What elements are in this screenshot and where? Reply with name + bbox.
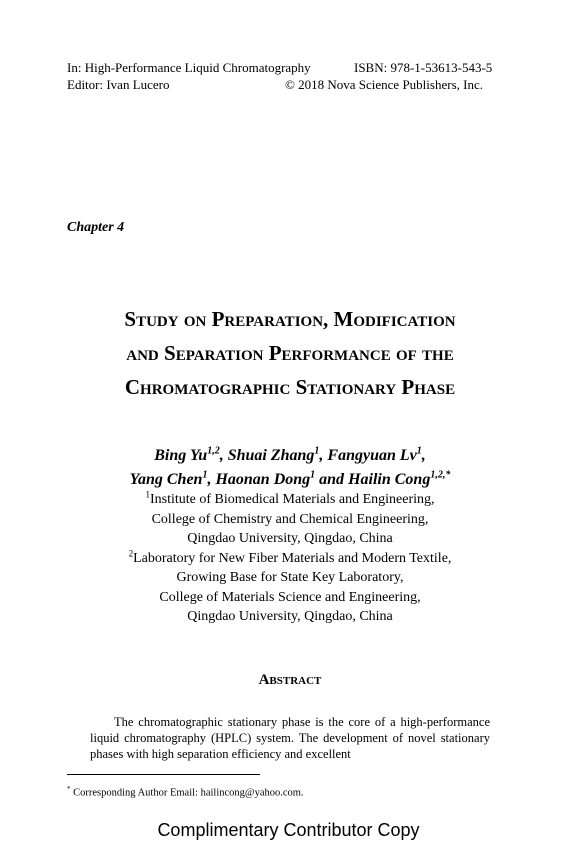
author-separator: , — [207, 471, 216, 488]
author-affiliation-mark: 1 — [416, 445, 422, 457]
complimentary-copy-watermark: Complimentary Contributor Copy — [157, 820, 420, 840]
author-affiliation-mark: 1 — [202, 469, 208, 481]
affiliation-2-line-1 — [40, 549, 540, 569]
author-affiliation-mark: 1 — [310, 469, 316, 481]
affiliation-1-mark: 1 — [145, 489, 150, 500]
author-list — [40, 444, 540, 492]
title-line-2: and Separation Performance of the — [126, 341, 454, 365]
author-name: Fangyuan Lv — [327, 447, 417, 464]
footnote-divider — [67, 774, 260, 775]
chapter-title — [40, 302, 540, 404]
affiliation-2-line-4: Qingdao University, Qingdao, China — [187, 609, 393, 624]
author-separator: , — [219, 447, 228, 464]
footnote-mark: * — [67, 785, 71, 793]
abstract-text: The chromatographic stationary phase is the core of a high-performance liquid chromatography (HPLC) system. The development of novel stationary phases with high separation efficiency and excellent — [90, 715, 490, 761]
header-book-line: In: High-Performance Liquid Chromatography — [67, 60, 311, 75]
affiliation-2-text: Laboratory for New Fiber Materials and Modern Textile, — [133, 550, 452, 566]
affiliation-2-mark: 2 — [128, 547, 134, 558]
affiliation-1-line-1 — [40, 490, 540, 510]
header-isbn: ISBN: 978-1-53613-543-5 — [354, 60, 493, 75]
affiliation-1-line-2: College of Chemistry and Chemical Engineering, — [151, 511, 429, 527]
author-line-1 — [40, 444, 540, 468]
header-editor: Editor: Ivan Lucero — [67, 77, 170, 92]
title-line-1: Study on Preparation, Modification — [124, 307, 456, 331]
footnote — [67, 785, 304, 799]
author-separator: , — [421, 447, 426, 464]
author-name: Yang Chen — [129, 471, 203, 488]
author-name: Bing Yu — [154, 447, 208, 464]
title-line-3: Chromatographic Stationary Phase — [124, 375, 456, 399]
author-separator: and — [315, 471, 349, 488]
affiliation-1-text: Institute of Biomedical Materials and Engineering, — [149, 492, 435, 507]
author-separator: , — [319, 447, 328, 464]
footnote-text: Corresponding Author Email: hailincong@yahoo.com. — [70, 787, 304, 799]
author-affiliation-mark: 1,2 — [207, 445, 220, 457]
chapter-label: Chapter 4 — [67, 220, 125, 235]
affiliation-2-line-2: Growing Base for State Key Laboratory, — [176, 570, 404, 585]
author-line-2 — [40, 468, 540, 492]
affiliations — [40, 490, 540, 627]
author-name: Shuai Zhang — [227, 447, 315, 464]
header-copyright: © 2018 Nova Science Publishers, Inc. — [285, 77, 483, 92]
author-affiliation-mark: 1,2,* — [430, 469, 451, 481]
affiliation-1-line-3: Qingdao University, Qingdao, China — [187, 531, 393, 546]
abstract-heading: Abstract — [258, 672, 322, 688]
author-affiliation-mark: 1 — [314, 445, 320, 457]
author-name: Haonan Dong — [215, 471, 311, 488]
affiliation-2-line-3: College of Materials Science and Engineering, — [159, 589, 421, 605]
author-name: Hailin Cong — [348, 471, 431, 488]
